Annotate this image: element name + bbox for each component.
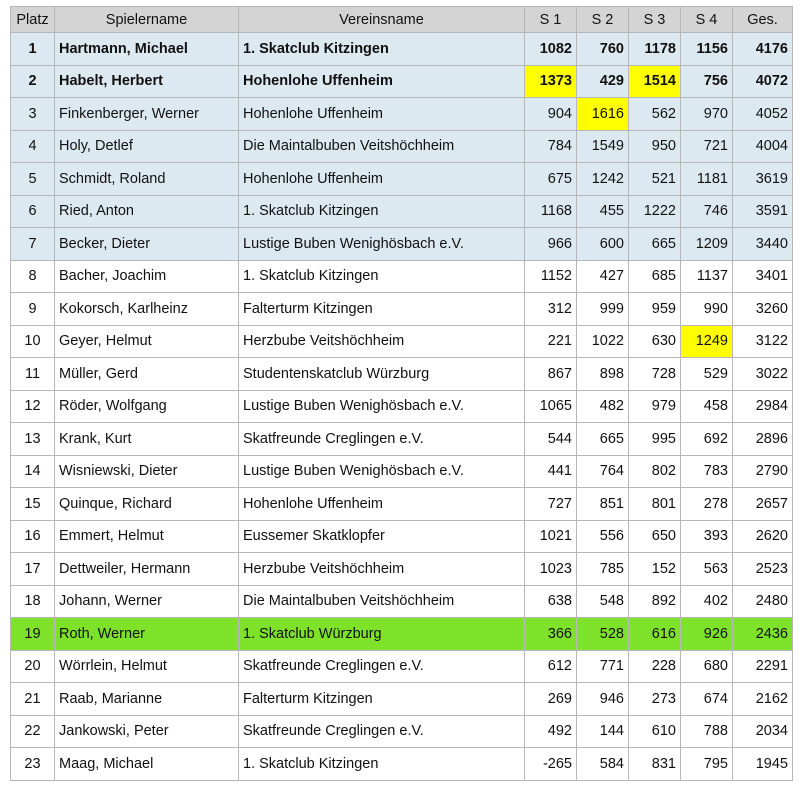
cell-rank: 23 bbox=[11, 748, 55, 781]
cell-s1: 784 bbox=[525, 130, 577, 163]
cell-s4: 788 bbox=[681, 715, 733, 748]
cell-club: Hohenlohe Uffenheim bbox=[239, 488, 525, 521]
cell-s4: 970 bbox=[681, 98, 733, 131]
cell-rank: 18 bbox=[11, 585, 55, 618]
cell-total: 2162 bbox=[733, 683, 793, 716]
cell-total: 3260 bbox=[733, 293, 793, 326]
cell-total: 3440 bbox=[733, 228, 793, 261]
cell-player: Ried, Anton bbox=[55, 195, 239, 228]
cell-s3: 228 bbox=[629, 650, 681, 683]
cell-s1: 312 bbox=[525, 293, 577, 326]
cell-rank: 17 bbox=[11, 553, 55, 586]
cell-player: Maag, Michael bbox=[55, 748, 239, 781]
cell-club: Skatfreunde Creglingen e.V. bbox=[239, 650, 525, 683]
cell-total: 2436 bbox=[733, 618, 793, 651]
cell-club: Lustige Buben Wenighösbach e.V. bbox=[239, 228, 525, 261]
cell-rank: 16 bbox=[11, 520, 55, 553]
cell-club: Skatfreunde Creglingen e.V. bbox=[239, 715, 525, 748]
table-row bbox=[11, 650, 793, 683]
cell-club: Skatfreunde Creglingen e.V. bbox=[239, 423, 525, 456]
cell-s1: 1168 bbox=[525, 195, 577, 228]
table-row bbox=[11, 423, 793, 456]
header-row bbox=[11, 7, 793, 33]
cell-rank: 1 bbox=[11, 33, 55, 66]
cell-player: Wörrlein, Helmut bbox=[55, 650, 239, 683]
table-row bbox=[11, 488, 793, 521]
cell-club: Herzbube Veitshöchheim bbox=[239, 553, 525, 586]
cell-s2: 946 bbox=[577, 683, 629, 716]
table-row bbox=[11, 195, 793, 228]
cell-rank: 7 bbox=[11, 228, 55, 261]
cell-s4: 529 bbox=[681, 358, 733, 391]
cell-rank: 10 bbox=[11, 325, 55, 358]
cell-s2: 1022 bbox=[577, 325, 629, 358]
cell-s3: 152 bbox=[629, 553, 681, 586]
table-row bbox=[11, 520, 793, 553]
cell-rank: 14 bbox=[11, 455, 55, 488]
cell-s2: 556 bbox=[577, 520, 629, 553]
table-row bbox=[11, 585, 793, 618]
cell-club: Die Maintalbuben Veitshöchheim bbox=[239, 585, 525, 618]
cell-s3: 1514 bbox=[629, 65, 681, 98]
header-total: Ges. bbox=[733, 7, 793, 33]
cell-s3: 273 bbox=[629, 683, 681, 716]
cell-s3: 1178 bbox=[629, 33, 681, 66]
cell-player: Röder, Wolfgang bbox=[55, 390, 239, 423]
cell-s3: 950 bbox=[629, 130, 681, 163]
cell-rank: 11 bbox=[11, 358, 55, 391]
header-rank: Platz bbox=[11, 7, 55, 33]
cell-s2: 528 bbox=[577, 618, 629, 651]
cell-s1: 1021 bbox=[525, 520, 577, 553]
cell-s4: 1156 bbox=[681, 33, 733, 66]
cell-rank: 19 bbox=[11, 618, 55, 651]
cell-total: 3122 bbox=[733, 325, 793, 358]
table-row bbox=[11, 553, 793, 586]
cell-s4: 402 bbox=[681, 585, 733, 618]
cell-club: 1. Skatclub Kitzingen bbox=[239, 748, 525, 781]
cell-s2: 584 bbox=[577, 748, 629, 781]
cell-s2: 1549 bbox=[577, 130, 629, 163]
cell-s1: 1082 bbox=[525, 33, 577, 66]
cell-player: Geyer, Helmut bbox=[55, 325, 239, 358]
cell-s3: 979 bbox=[629, 390, 681, 423]
cell-s3: 650 bbox=[629, 520, 681, 553]
cell-s4: 1249 bbox=[681, 325, 733, 358]
cell-rank: 4 bbox=[11, 130, 55, 163]
cell-player: Krank, Kurt bbox=[55, 423, 239, 456]
cell-s1: 1023 bbox=[525, 553, 577, 586]
cell-s1: 612 bbox=[525, 650, 577, 683]
cell-s1: -265 bbox=[525, 748, 577, 781]
cell-s4: 1181 bbox=[681, 163, 733, 196]
cell-player: Quinque, Richard bbox=[55, 488, 239, 521]
cell-club: 1. Skatclub Kitzingen bbox=[239, 33, 525, 66]
cell-club: 1. Skatclub Kitzingen bbox=[239, 195, 525, 228]
cell-s3: 630 bbox=[629, 325, 681, 358]
cell-player: Kokorsch, Karlheinz bbox=[55, 293, 239, 326]
standings-table bbox=[10, 6, 793, 781]
cell-s4: 1137 bbox=[681, 260, 733, 293]
cell-player: Raab, Marianne bbox=[55, 683, 239, 716]
cell-s2: 760 bbox=[577, 33, 629, 66]
cell-s4: 721 bbox=[681, 130, 733, 163]
table-row bbox=[11, 65, 793, 98]
cell-s3: 562 bbox=[629, 98, 681, 131]
cell-s2: 455 bbox=[577, 195, 629, 228]
header-player: Spielername bbox=[55, 7, 239, 33]
cell-s1: 675 bbox=[525, 163, 577, 196]
cell-s1: 366 bbox=[525, 618, 577, 651]
cell-s1: 221 bbox=[525, 325, 577, 358]
cell-total: 2523 bbox=[733, 553, 793, 586]
cell-player: Finkenberger, Werner bbox=[55, 98, 239, 131]
table-row bbox=[11, 715, 793, 748]
cell-s2: 548 bbox=[577, 585, 629, 618]
cell-s2: 429 bbox=[577, 65, 629, 98]
cell-player: Jankowski, Peter bbox=[55, 715, 239, 748]
table-row bbox=[11, 228, 793, 261]
cell-rank: 5 bbox=[11, 163, 55, 196]
cell-total: 2291 bbox=[733, 650, 793, 683]
table-row bbox=[11, 683, 793, 716]
table-row bbox=[11, 358, 793, 391]
table-row bbox=[11, 618, 793, 651]
cell-player: Emmert, Helmut bbox=[55, 520, 239, 553]
cell-rank: 12 bbox=[11, 390, 55, 423]
cell-total: 2984 bbox=[733, 390, 793, 423]
cell-s3: 959 bbox=[629, 293, 681, 326]
cell-rank: 9 bbox=[11, 293, 55, 326]
cell-total: 2657 bbox=[733, 488, 793, 521]
cell-total: 2896 bbox=[733, 423, 793, 456]
cell-s3: 802 bbox=[629, 455, 681, 488]
cell-s2: 764 bbox=[577, 455, 629, 488]
cell-total: 2790 bbox=[733, 455, 793, 488]
cell-s3: 728 bbox=[629, 358, 681, 391]
cell-rank: 8 bbox=[11, 260, 55, 293]
cell-s4: 783 bbox=[681, 455, 733, 488]
cell-club: Hohenlohe Uffenheim bbox=[239, 65, 525, 98]
cell-rank: 3 bbox=[11, 98, 55, 131]
cell-s2: 771 bbox=[577, 650, 629, 683]
cell-s3: 685 bbox=[629, 260, 681, 293]
header-club: Vereinsname bbox=[239, 7, 525, 33]
cell-club: Eussemer Skatklopfer bbox=[239, 520, 525, 553]
cell-player: Becker, Dieter bbox=[55, 228, 239, 261]
cell-club: Hohenlohe Uffenheim bbox=[239, 98, 525, 131]
cell-s3: 610 bbox=[629, 715, 681, 748]
cell-s3: 1222 bbox=[629, 195, 681, 228]
cell-s2: 482 bbox=[577, 390, 629, 423]
cell-s1: 1065 bbox=[525, 390, 577, 423]
cell-s3: 892 bbox=[629, 585, 681, 618]
table-row bbox=[11, 455, 793, 488]
cell-club: 1. Skatclub Würzburg bbox=[239, 618, 525, 651]
cell-player: Roth, Werner bbox=[55, 618, 239, 651]
cell-total: 2034 bbox=[733, 715, 793, 748]
cell-total: 3401 bbox=[733, 260, 793, 293]
cell-player: Dettweiler, Hermann bbox=[55, 553, 239, 586]
table-row bbox=[11, 98, 793, 131]
cell-s3: 616 bbox=[629, 618, 681, 651]
cell-club: Die Maintalbuben Veitshöchheim bbox=[239, 130, 525, 163]
cell-s1: 492 bbox=[525, 715, 577, 748]
cell-s4: 393 bbox=[681, 520, 733, 553]
cell-s1: 904 bbox=[525, 98, 577, 131]
cell-rank: 15 bbox=[11, 488, 55, 521]
cell-player: Bacher, Joachim bbox=[55, 260, 239, 293]
cell-s3: 801 bbox=[629, 488, 681, 521]
cell-s2: 785 bbox=[577, 553, 629, 586]
table-row bbox=[11, 325, 793, 358]
table-row bbox=[11, 260, 793, 293]
header-s3: S 3 bbox=[629, 7, 681, 33]
cell-s2: 851 bbox=[577, 488, 629, 521]
cell-s4: 990 bbox=[681, 293, 733, 326]
cell-s4: 926 bbox=[681, 618, 733, 651]
cell-rank: 21 bbox=[11, 683, 55, 716]
cell-total: 2620 bbox=[733, 520, 793, 553]
cell-s2: 1242 bbox=[577, 163, 629, 196]
cell-s4: 458 bbox=[681, 390, 733, 423]
cell-total: 3022 bbox=[733, 358, 793, 391]
cell-player: Schmidt, Roland bbox=[55, 163, 239, 196]
cell-s4: 563 bbox=[681, 553, 733, 586]
cell-s3: 521 bbox=[629, 163, 681, 196]
cell-total: 4004 bbox=[733, 130, 793, 163]
cell-player: Müller, Gerd bbox=[55, 358, 239, 391]
cell-total: 3591 bbox=[733, 195, 793, 228]
cell-s3: 665 bbox=[629, 228, 681, 261]
cell-club: Falterturm Kitzingen bbox=[239, 293, 525, 326]
cell-rank: 6 bbox=[11, 195, 55, 228]
cell-s2: 999 bbox=[577, 293, 629, 326]
table-row bbox=[11, 748, 793, 781]
cell-s1: 441 bbox=[525, 455, 577, 488]
cell-s1: 867 bbox=[525, 358, 577, 391]
header-s2: S 2 bbox=[577, 7, 629, 33]
cell-s1: 638 bbox=[525, 585, 577, 618]
cell-s2: 600 bbox=[577, 228, 629, 261]
cell-total: 3619 bbox=[733, 163, 793, 196]
cell-club: 1. Skatclub Kitzingen bbox=[239, 260, 525, 293]
cell-total: 1945 bbox=[733, 748, 793, 781]
table-row bbox=[11, 163, 793, 196]
cell-s4: 680 bbox=[681, 650, 733, 683]
cell-s2: 1616 bbox=[577, 98, 629, 131]
table-row bbox=[11, 390, 793, 423]
cell-s2: 427 bbox=[577, 260, 629, 293]
cell-s4: 1209 bbox=[681, 228, 733, 261]
cell-s4: 756 bbox=[681, 65, 733, 98]
cell-rank: 22 bbox=[11, 715, 55, 748]
cell-s4: 795 bbox=[681, 748, 733, 781]
cell-s3: 831 bbox=[629, 748, 681, 781]
cell-club: Studentenskatclub Würzburg bbox=[239, 358, 525, 391]
cell-s4: 692 bbox=[681, 423, 733, 456]
cell-s1: 727 bbox=[525, 488, 577, 521]
header-s4: S 4 bbox=[681, 7, 733, 33]
cell-player: Johann, Werner bbox=[55, 585, 239, 618]
cell-s2: 144 bbox=[577, 715, 629, 748]
cell-club: Hohenlohe Uffenheim bbox=[239, 163, 525, 196]
cell-s4: 674 bbox=[681, 683, 733, 716]
cell-total: 4072 bbox=[733, 65, 793, 98]
cell-s1: 966 bbox=[525, 228, 577, 261]
cell-player: Hartmann, Michael bbox=[55, 33, 239, 66]
cell-rank: 20 bbox=[11, 650, 55, 683]
cell-club: Lustige Buben Wenighösbach e.V. bbox=[239, 390, 525, 423]
cell-player: Holy, Detlef bbox=[55, 130, 239, 163]
cell-s1: 269 bbox=[525, 683, 577, 716]
cell-player: Habelt, Herbert bbox=[55, 65, 239, 98]
cell-s1: 544 bbox=[525, 423, 577, 456]
cell-total: 4176 bbox=[733, 33, 793, 66]
cell-rank: 13 bbox=[11, 423, 55, 456]
cell-s4: 746 bbox=[681, 195, 733, 228]
cell-s4: 278 bbox=[681, 488, 733, 521]
cell-s1: 1373 bbox=[525, 65, 577, 98]
cell-player: Wisniewski, Dieter bbox=[55, 455, 239, 488]
cell-s3: 995 bbox=[629, 423, 681, 456]
cell-total: 2480 bbox=[733, 585, 793, 618]
header-s1: S 1 bbox=[525, 7, 577, 33]
cell-s2: 898 bbox=[577, 358, 629, 391]
cell-total: 4052 bbox=[733, 98, 793, 131]
cell-club: Falterturm Kitzingen bbox=[239, 683, 525, 716]
cell-club: Herzbube Veitshöchheim bbox=[239, 325, 525, 358]
cell-s1: 1152 bbox=[525, 260, 577, 293]
table-row bbox=[11, 33, 793, 66]
table-row bbox=[11, 130, 793, 163]
cell-club: Lustige Buben Wenighösbach e.V. bbox=[239, 455, 525, 488]
cell-s2: 665 bbox=[577, 423, 629, 456]
table-row bbox=[11, 293, 793, 326]
cell-rank: 2 bbox=[11, 65, 55, 98]
table-body bbox=[11, 33, 793, 781]
